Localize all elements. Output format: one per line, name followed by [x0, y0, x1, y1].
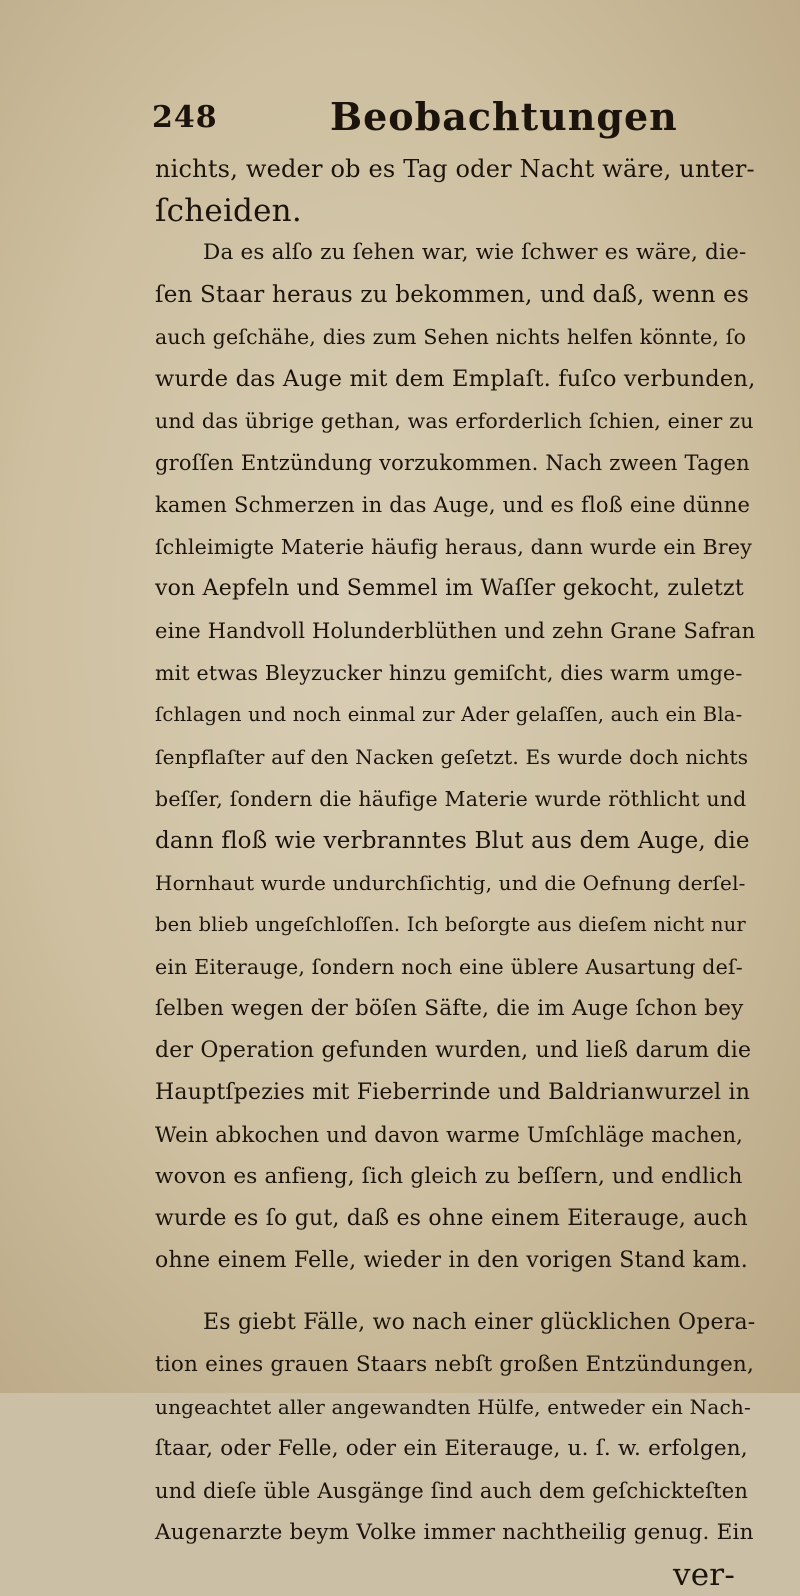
text-line: Augenarzte beym Volke immer nachtheilig genug. Ein — [155, 1520, 754, 1545]
text-line: wovon es anfieng, ſich gleich zu beſſern, und endlich — [155, 1164, 743, 1189]
text-line: Wein abkochen und davon warme Umſchläge machen, — [155, 1123, 744, 1147]
catchword: ver- — [673, 1557, 735, 1593]
text-line: wurde das Auge mit dem Emplaſt. fuſco verbunden, — [155, 366, 756, 392]
text-line: ſchlagen und noch einmal zur Ader gelaſſen, auch ein Bla- — [155, 703, 743, 726]
text-line: ſen Staar heraus zu bekommen, und daß, wenn es — [155, 282, 749, 308]
text-line: ſcheiden. — [155, 193, 302, 229]
text-line: von Aepfeln und Semmel im Waſſer gekocht, zuletzt — [155, 576, 744, 601]
text-line: beſſer, ſondern die häufige Materie wurde röthlicht und — [155, 787, 747, 811]
text-line: kamen Schmerzen in das Auge, und es floß eine dünne — [155, 493, 751, 517]
text-line: wurde es ſo gut, daß es ohne einem Eiterauge, auch — [155, 1206, 748, 1231]
text-line: ſchleimigte Materie häufig heraus, dann wurde ein Brey — [155, 535, 753, 559]
text-line: eine Handvoll Holunderblüthen und zehn Grane Safran — [155, 619, 756, 643]
text-line: auch geſchähe, dies zum Sehen nichts helfen könnte, ſo — [155, 325, 747, 349]
text-line: Hornhaut wurde undurchſichtig, und die Oefnung derſel- — [155, 871, 746, 895]
text-line: Hauptſpezies mit Fieberrinde und Baldrianwurzel in — [155, 1080, 751, 1105]
paragraph — [155, 1302, 755, 1554]
text-line: ein Eiterauge, ſondern noch eine üblere Ausartung deſ- — [155, 955, 743, 979]
page-header — [152, 94, 692, 144]
text-line: und dieſe üble Ausgänge ſind auch dem geſchickteſten — [155, 1479, 749, 1503]
text-line: dann floß wie verbranntes Blut aus dem Auge, die — [155, 828, 750, 854]
paragraph — [155, 148, 755, 232]
text-line: Es giebt Fälle, wo nach einer glücklichen Opera- — [203, 1310, 756, 1335]
text-line: nichts, weder ob es Tag oder Nacht wäre, unter- — [155, 155, 755, 183]
running-title: Beobachtungen — [330, 94, 678, 139]
text-line: groſſen Entzündung vorzukommen. Nach zween Tagen — [155, 451, 750, 475]
text-line: ſelben wegen der böſen Säfte, die im Auge ſchon bey — [155, 996, 744, 1021]
text-line: ohne einem Felle, wieder in den vorigen Stand kam. — [155, 1248, 748, 1273]
text-line: tion eines grauen Staars nebſt großen Entzündungen, — [155, 1352, 754, 1377]
page-number: 248 — [152, 100, 218, 135]
paragraph — [155, 232, 755, 1282]
text-line: mit etwas Bleyzucker hinzu gemiſcht, dies warm umge- — [155, 661, 743, 685]
text-line: und das übrige gethan, was erforderlich ſchien, einer zu — [155, 409, 754, 433]
text-line: der Operation gefunden wurden, und ließ darum die — [155, 1038, 752, 1063]
text-line: Da es alſo zu ſehen war, wie ſchwer es wäre, die- — [203, 240, 747, 265]
text-line: ſenpflaſter auf den Nacken geſetzt. Es wurde doch nichts — [155, 745, 749, 769]
text-line: ungeachtet aller angewandten Hülfe, entweder ein Nach- — [155, 1395, 751, 1419]
body-text — [155, 148, 755, 1596]
text-line: ben blieb ungeſchloſſen. Ich beſorgte aus dieſem nicht nur — [155, 913, 746, 936]
text-line: ſtaar, oder Felle, oder ein Eiterauge, u. ſ. w. erfolgen, — [155, 1436, 748, 1461]
